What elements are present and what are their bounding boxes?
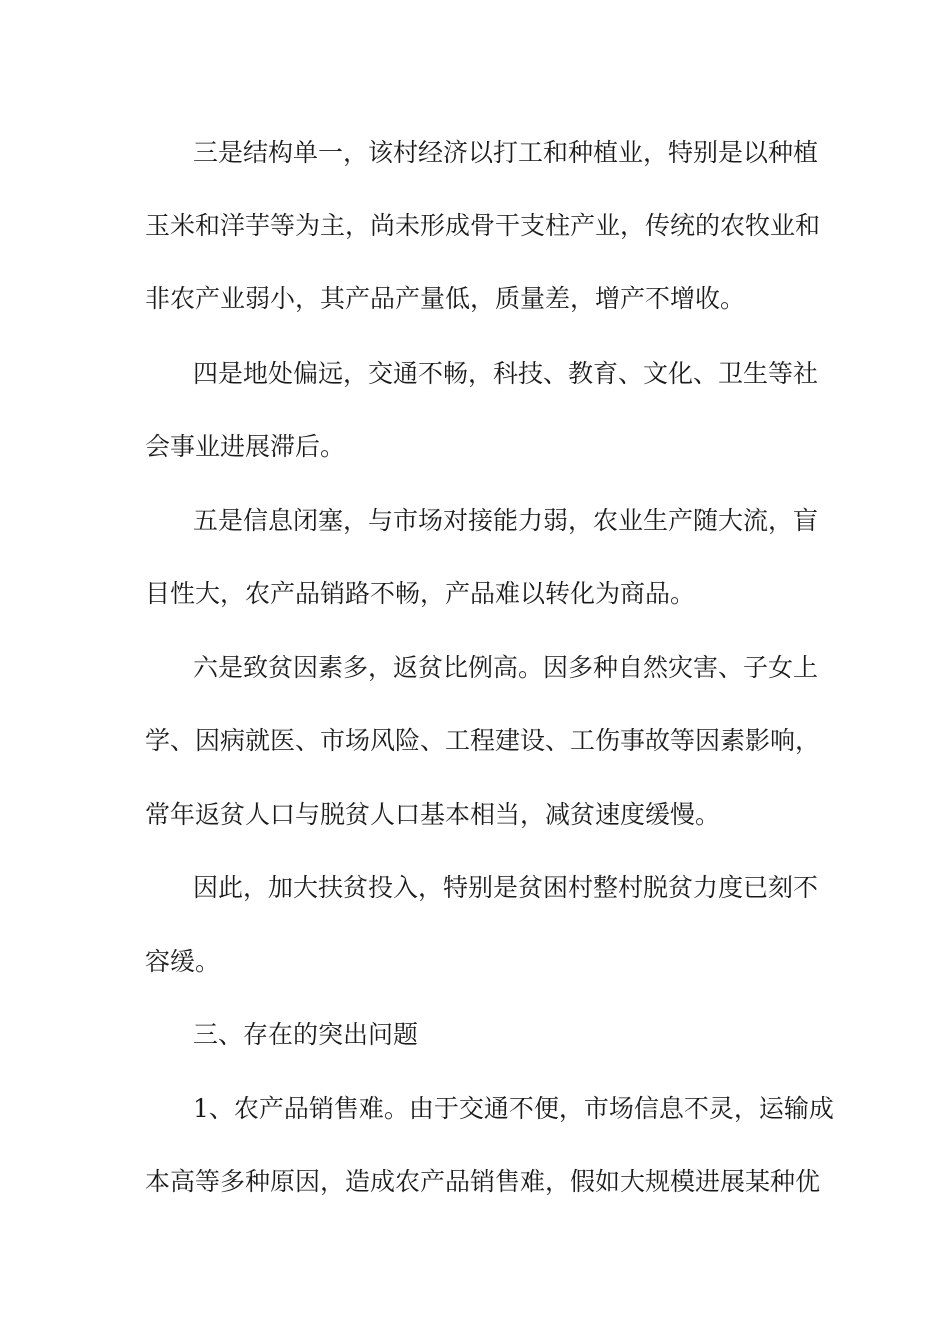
paragraph-line: 1、农产品销售难。由于交通不便，市场信息不灵，运输成 [193,1094,834,1123]
paragraph-line: 五是信息闭塞，与市场对接能力弱，农业生产随大流，盲 [193,506,819,535]
paragraph-line: 学、因病就医、市场风险、工程建设、工伤事故等因素影响， [145,726,821,755]
paragraph-line: 本高等多种原因，造成农产品销售难，假如大规模进展某种优 [145,1167,821,1196]
paragraph-line: 容缓。 [145,947,221,976]
paragraph-line: 玉米和洋芋等为主，尚未形成骨干支柱产业，传统的农牧业和 [145,211,821,240]
paragraph-line: 三是结构单一，该村经济以打工和种植业，特别是以种植 [193,138,819,167]
paragraph-line: 目性大，农产品销路不畅，产品难以转化为商品。 [145,579,696,608]
paragraph-line: 非农产业弱小，其产品产量低，质量差，增产不增收。 [145,284,746,313]
paragraph-line: 常年返贫人口与脱贫人口基本相当，减贫速度缓慢。 [145,800,721,829]
paragraph-line: 会事业进展滞后。 [145,432,346,461]
paragraph-line: 四是地处偏远，交通不畅，科技、教育、文化、卫生等社 [193,359,819,388]
paragraph-line: 因此，加大扶贫投入，特别是贫困村整村脱贫力度已刻不 [193,873,819,902]
paragraph-line: 六是致贫因素多，返贫比例高。因多种自然灾害、子女上 [193,653,819,682]
section-heading: 三、存在的突出问题 [193,1020,419,1049]
